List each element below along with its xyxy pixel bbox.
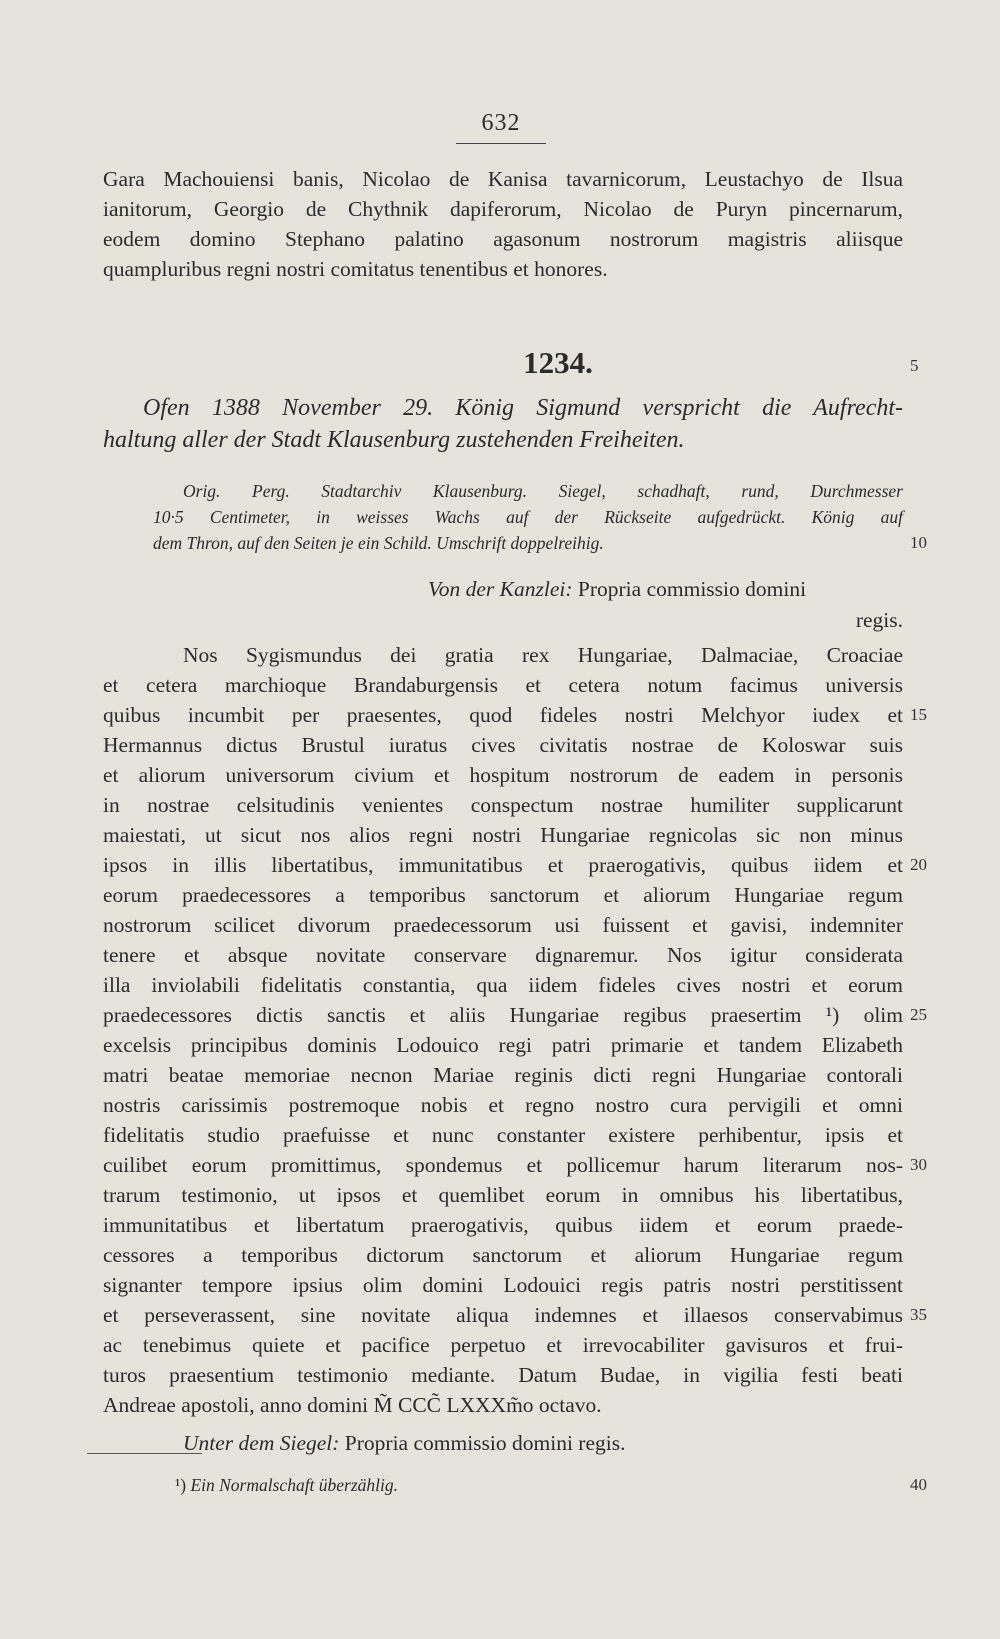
source-line: 10·5 Centimeter, in weisses Wachs auf der Rückseite aufgedrückt. König auf bbox=[153, 507, 903, 527]
body-line: eorum praedecessores a temporibus sanctorum et aliorum Hungariae regum bbox=[103, 883, 903, 907]
body-line: in nostrae celsitudinis venientes conspectum nostrae humiliter supplicarunt bbox=[103, 793, 903, 817]
body-line: matri beatae memoriae necnon Mariae reginis dicti regni Hungariae contorali bbox=[103, 1063, 903, 1087]
siegel-label: Unter dem Siegel: bbox=[183, 1431, 340, 1455]
margin-line-number: 35 bbox=[910, 1305, 927, 1324]
intro-line: quampluribus regni nostri comitatus tenentibus et honores. bbox=[103, 257, 608, 281]
body-line: nostrorum scilicet divorum praedecessorum usi fuissent et gavisi, indemniter bbox=[103, 913, 903, 937]
body-line: et aliorum universorum civium et hospitum nostrorum de eadem in personis bbox=[103, 763, 903, 787]
body-line: signanter tempore ipsius olim domini Lodouici regis patris nostri perstitissent bbox=[103, 1273, 903, 1297]
body-line: illa inviolabili fidelitatis constantia, qua iidem fideles cives nostri et eorum bbox=[103, 973, 903, 997]
body-line: Andreae apostoli, anno domini M̃ CCC̃ LXXXm̃o octavo. bbox=[103, 1393, 602, 1417]
page-number: 632 bbox=[481, 110, 521, 136]
footnote bbox=[175, 1470, 903, 1500]
body-line: cessores a temporibus dictorum sanctorum et aliorum Hungariae regum bbox=[103, 1243, 903, 1267]
margin-line-number: 5 bbox=[910, 356, 919, 375]
siegel-text: Propria commissio domini regis. bbox=[344, 1431, 626, 1455]
body-line: quibus incumbit per praesentes, quod fideles nostri Melchyor iudex et bbox=[103, 703, 903, 727]
margin-line-number: 10 bbox=[910, 533, 927, 552]
margin-line-number: 30 bbox=[910, 1155, 927, 1174]
document-number: 1234. bbox=[523, 345, 593, 380]
margin-line-number: 40 bbox=[910, 1475, 927, 1494]
body-line: maiestati, ut sicut nos alios regni nostri Hungariae regnicolas sic non minus bbox=[103, 823, 903, 847]
intro-line: Gara Machouiensi banis, Nicolao de Kanisa tavarnicorum, Leustachyo de Ilsua bbox=[103, 167, 903, 191]
kanzlei-text: Propria commissio domini bbox=[577, 577, 807, 601]
heading-line: haltung aller der Stadt Klausenburg zustehenden Freiheiten. bbox=[103, 427, 685, 453]
body-line: tenere et absque novitate conservare dignaremur. Nos igitur considerata bbox=[103, 943, 903, 967]
kanzlei-note bbox=[428, 574, 903, 604]
kanzlei-label: Von der Kanzlei: bbox=[428, 577, 573, 601]
body-line: et cetera marchioque Brandaburgensis et cetera notum facimus universis bbox=[103, 673, 903, 697]
body-line: immunitatibus et libertatum praerogativis, quibus iidem et eorum praede- bbox=[103, 1213, 903, 1237]
intro-line: ianitorum, Georgio de Chythnik dapiferorum, Nicolao de Puryn pincernarum, bbox=[103, 197, 903, 221]
footnote-text: Ein Normalschaft überzählig. bbox=[190, 1475, 399, 1495]
body-line: excelsis principibus dominis Lodouico regi patri primarie et tandem Elizabeth bbox=[103, 1033, 903, 1057]
body-line: fidelitatis studio praefuisse et nunc constanter existere perhibentur, ipsis et bbox=[103, 1123, 903, 1147]
body-line: cuilibet eorum promittimus, spondemus et pollicemur harum literarum nos- bbox=[103, 1153, 903, 1177]
body-line: praedecessores dictis sanctis et aliis Hungariae regibus praesertim ¹) olim bbox=[103, 1003, 903, 1027]
body-line: Nos Sygismundus dei gratia rex Hungariae, Dalmaciae, Croaciae bbox=[183, 643, 903, 667]
body-line: ac tenebimus quiete et pacifice perpetuo et irrevocabiliter gavisuros et frui- bbox=[103, 1333, 903, 1357]
body-line: trarum testimonio, ut ipsos et quemlibet eorum in omnibus his libertatibus, bbox=[103, 1183, 903, 1207]
body-line: turos praesentium testimonio mediante. Datum Budae, in vigilia festi beati bbox=[103, 1363, 903, 1387]
heading-line: Ofen 1388 November 29. König Sigmund verspricht die Aufrecht- bbox=[143, 395, 903, 421]
body-line: ipsos in illis libertatibus, immunitatibus et praerogativis, quibus iidem et bbox=[103, 853, 903, 877]
margin-line-number: 15 bbox=[910, 705, 927, 724]
siegel-note bbox=[183, 1428, 903, 1458]
margin-line-number: 20 bbox=[910, 855, 927, 874]
page-number-rule bbox=[456, 143, 546, 144]
body-line: et perseverassent, sine novitate aliqua indemnes et illaesos conservabimus bbox=[103, 1303, 903, 1327]
body-line: nostris carissimis postremoque nobis et regno nostro cura pervigili et omni bbox=[103, 1093, 903, 1117]
source-line: Orig. Perg. Stadtarchiv Klausenburg. Siegel, schadhaft, rund, Durchmesser bbox=[183, 481, 903, 501]
body-line: Hermannus dictus Brustul iuratus cives civitatis nostrae de Koloswar suis bbox=[103, 733, 903, 757]
margin-line-number: 25 bbox=[910, 1005, 927, 1024]
kanzlei-continuation: regis. bbox=[855, 608, 903, 632]
intro-line: eodem domino Stephano palatino agasonum nostrorum magistris aliisque bbox=[103, 227, 903, 251]
source-line: dem Thron, auf den Seiten je ein Schild. Umschrift doppelreihig. bbox=[153, 533, 604, 553]
footnote-rule bbox=[87, 1453, 202, 1454]
footnote-marker: ¹) bbox=[175, 1475, 187, 1495]
